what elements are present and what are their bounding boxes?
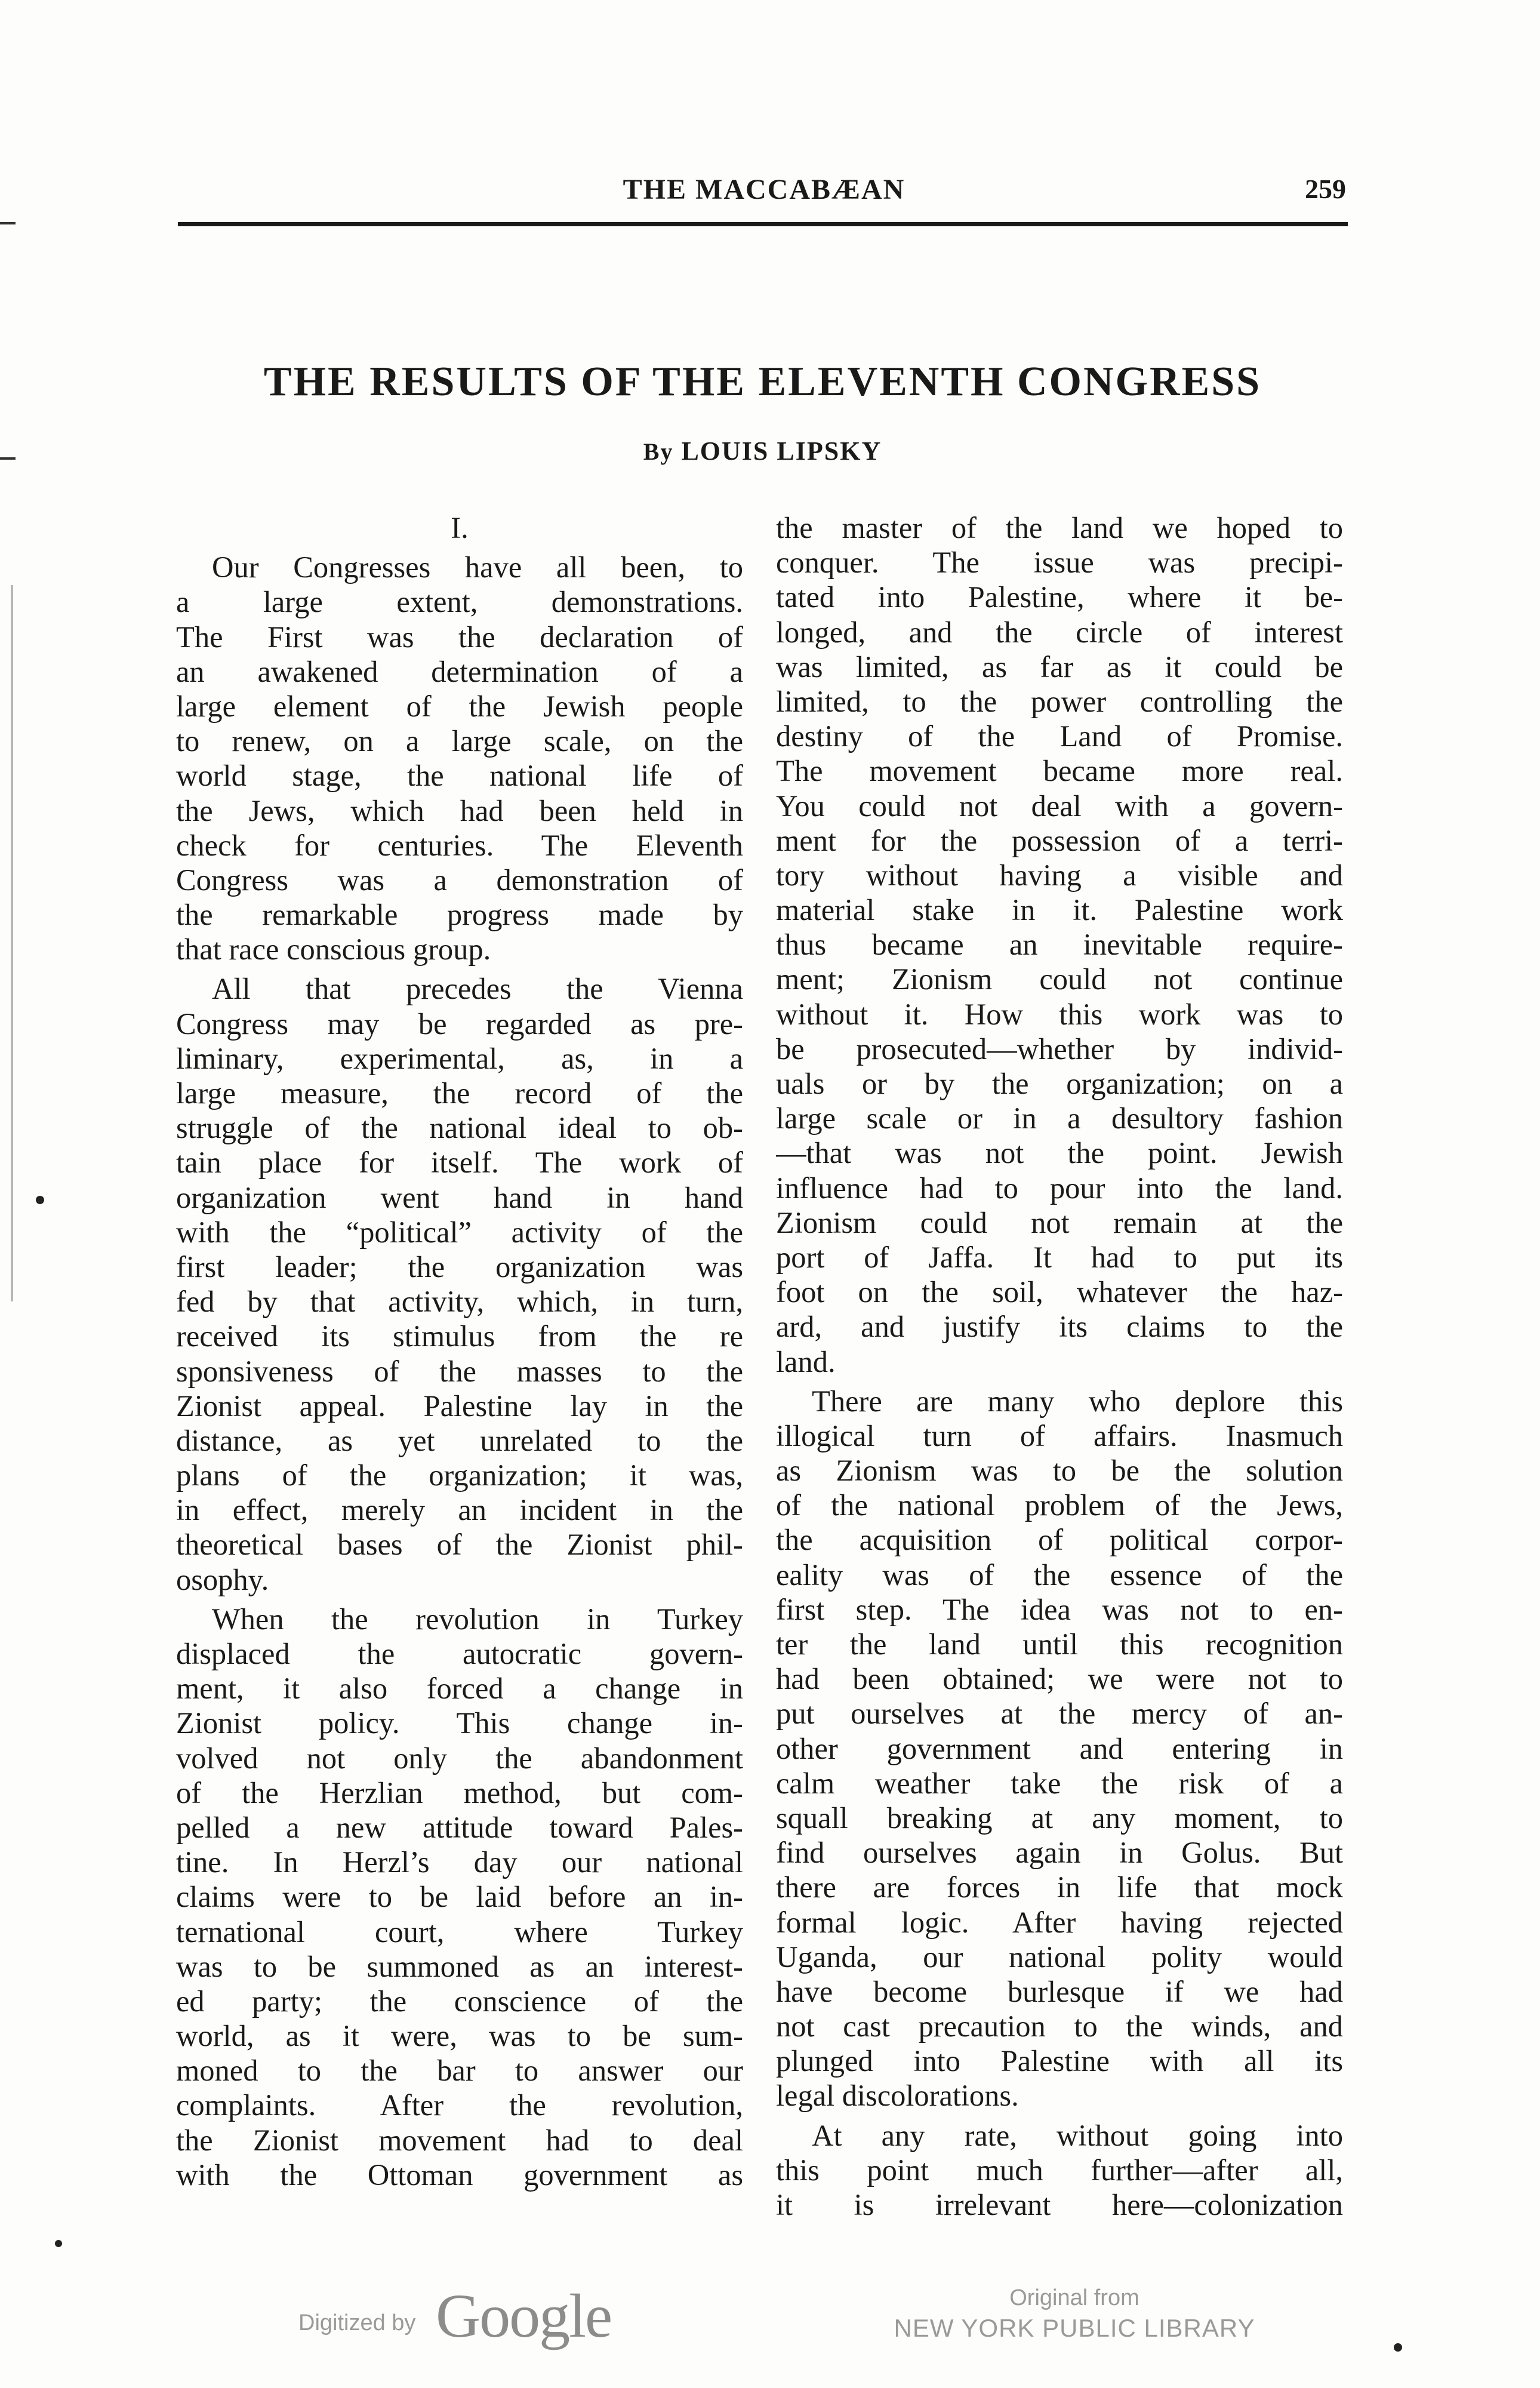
right-column-line: influence had to pour into the land. <box>776 1171 1343 1205</box>
scan-speck <box>1394 2343 1402 2352</box>
left-column-line: the Zionist movement had to deal <box>176 2123 743 2157</box>
paragraph-gap <box>776 2113 1343 2118</box>
right-column-line: large scale or in a desultory fashion <box>776 1101 1343 1135</box>
right-column-line: limited, to the power controlling the <box>776 684 1343 718</box>
left-column-line: displaced the autocratic govern- <box>176 1637 743 1670</box>
scan-speck <box>55 2240 62 2247</box>
library-watermark <box>889 2284 1259 2344</box>
left-column-line: was to be summoned as an interest- <box>176 1949 743 1983</box>
right-column-line: as Zionism was to be the solution <box>776 1454 1343 1488</box>
scan-edge-mark <box>0 222 16 224</box>
byline-prefix: By <box>643 438 674 465</box>
right-column-line: ment for the possession of a terri- <box>776 823 1343 857</box>
right-column-line: it is irrelevant here—colonization <box>776 2188 1343 2221</box>
paragraph-gap <box>776 1379 1343 1384</box>
right-column-line: of the national problem of the Jews, <box>776 1488 1343 1522</box>
right-column-line: thus became an inevitable require- <box>776 928 1343 962</box>
left-column-line: the remarkable progress made by <box>176 898 743 932</box>
left-column-line: Our Congresses have all been, to <box>212 550 743 584</box>
left-column-line: distance, as yet unrelated to the <box>176 1423 743 1457</box>
left-column-line: volved not only the abandonment <box>176 1741 743 1775</box>
left-column-line: Zionist appeal. Palestine lay in the <box>176 1389 743 1423</box>
right-column-line: You could not deal with a govern- <box>776 789 1343 823</box>
right-column-line: calm weather take the risk of a <box>776 1766 1343 1800</box>
right-column-line: land. <box>776 1344 836 1378</box>
right-column-line: —that was not the point. Jewish <box>776 1136 1343 1170</box>
left-column-line: pelled a new attitude toward Pales- <box>176 1810 743 1844</box>
original-from-text: Original from <box>1009 2285 1139 2310</box>
left-column-line: the Jews, which had been held in <box>176 793 743 827</box>
left-column-line: moned to the bar to answer our <box>176 2054 743 2088</box>
right-column-line: there are forces in life that mock <box>776 1870 1343 1904</box>
author-name: LOUIS LIPSKY <box>681 436 882 466</box>
right-column-line: Zionism could not remain at the <box>776 1205 1343 1239</box>
right-column-line: conquer. The issue was precipi- <box>776 546 1343 580</box>
right-column-line: destiny of the Land of Promise. <box>776 719 1343 753</box>
article-title: THE RESULTS OF THE ELEVENTH CONGRESS <box>263 359 1262 405</box>
left-column-line: plans of the organization; it was, <box>176 1458 743 1492</box>
left-column-line: first leader; the organization was <box>176 1250 743 1284</box>
right-column-line: port of Jaffa. It had to put its <box>776 1240 1343 1274</box>
left-column-line: Zionist policy. This change in- <box>176 1706 743 1740</box>
section-gap <box>176 545 743 550</box>
right-column-line: this point much further—after all, <box>776 2153 1343 2187</box>
right-column-line: the acquisition of political corpor- <box>776 1523 1343 1557</box>
right-column-line: squall breaking at any moment, to <box>776 1801 1343 1835</box>
right-column-line: longed, and the circle of interest <box>776 615 1343 649</box>
left-column-line: ternational court, where Turkey <box>176 1915 743 1949</box>
left-column-line: ed party; the conscience of the <box>176 1984 743 2018</box>
left-column-line: Congress may be regarded as pre- <box>176 1007 743 1041</box>
right-column-line: ard, and justify its claims to the <box>776 1310 1343 1344</box>
right-column-line: tory without having a visible and <box>776 858 1343 892</box>
right-column-line: illogical turn of affairs. Inasmuch <box>776 1418 1343 1453</box>
right-column-line: be prosecuted—whether by individ- <box>776 1032 1343 1066</box>
left-column-line: All that precedes the Vienna <box>212 972 743 1006</box>
left-column-line: large element of the Jewish people <box>176 689 743 723</box>
left-column-line: in effect, merely an incident in the <box>176 1493 743 1527</box>
running-title: THE MACCABÆAN <box>623 174 905 205</box>
right-column-line: other government and entering in <box>776 1731 1343 1765</box>
header-rule <box>178 222 1348 226</box>
left-column-line: tine. In Herzl’s day our national <box>176 1845 743 1879</box>
right-column-line: without it. How this work was to <box>776 997 1343 1031</box>
left-column-line: ment, it also forced a change in <box>176 1672 743 1706</box>
right-column-line: find ourselves again in Golus. But <box>776 1836 1343 1870</box>
right-column-line: At any rate, without going into <box>812 2118 1343 2152</box>
right-column-line: was limited, as far as it could be <box>776 650 1343 684</box>
left-column-line: a large extent, demonstrations. <box>176 585 743 619</box>
right-column-line: legal discolorations. <box>776 2079 1019 2113</box>
left-column <box>176 510 743 2230</box>
scan-edge-mark <box>11 585 13 1301</box>
left-column-line: of the Herzlian method, but com- <box>176 1775 743 1810</box>
paragraph-gap <box>176 967 743 971</box>
right-column-line: The movement became more real. <box>776 754 1343 788</box>
left-column-line: with the “political” activity of the <box>176 1215 743 1249</box>
page-header <box>179 173 1346 209</box>
page-number: 259 <box>1305 174 1346 204</box>
scan-speck <box>36 1196 44 1204</box>
left-column-line: world, as it were, was to be sum- <box>176 2019 743 2053</box>
left-column-line: with the Ottoman government as <box>176 2158 743 2192</box>
left-column-line: struggle of the national ideal to ob- <box>176 1111 743 1145</box>
byline <box>179 436 1346 466</box>
left-column-line: claims were to be laid before an in- <box>176 1880 743 1914</box>
left-column-line: check for centuries. The Eleventh <box>176 828 743 862</box>
left-column-line: that race conscious group. <box>176 933 491 967</box>
right-column-line: first step. The idea was not to en- <box>776 1592 1343 1626</box>
right-column-line: ment; Zionism could not continue <box>776 962 1343 996</box>
left-column-line: liminary, experimental, as, in a <box>176 1041 743 1075</box>
left-column-line: The First was the declaration of <box>176 620 743 654</box>
left-column-line: large measure, the record of the <box>176 1076 743 1110</box>
right-column-line: not cast precaution to the winds, and <box>776 2010 1343 2044</box>
right-column-line: plunged into Palestine with all its <box>776 2044 1343 2078</box>
left-column-line: tain place for itself. The work of <box>176 1146 743 1180</box>
right-column-line: Uganda, our national polity would <box>776 1940 1343 1974</box>
right-column-line: tated into Palestine, where it be- <box>776 580 1343 614</box>
left-column-line: complaints. After the revolution, <box>176 2088 743 2122</box>
left-column-line: sponsiveness of the masses to the <box>176 1354 743 1388</box>
left-column-line: received its stimulus from the re <box>176 1319 743 1353</box>
section-number: I. <box>451 511 469 544</box>
right-column-line: formal logic. After having rejected <box>776 1905 1343 1939</box>
left-column-line: fed by that activity, which, in turn, <box>176 1285 743 1319</box>
right-column-line: uals or by the organization; on a <box>776 1067 1343 1100</box>
left-column-line: world stage, the national life of <box>176 759 743 793</box>
left-column-line: organization went hand in hand <box>176 1180 743 1214</box>
left-column-line: osophy. <box>176 1562 269 1596</box>
left-column-line: an awakened determination of a <box>176 654 743 688</box>
left-column-line: theoretical bases of the Zionist phil- <box>176 1528 743 1562</box>
digitized-watermark <box>298 2282 633 2352</box>
right-column-line: put ourselves at the mercy of an- <box>776 1697 1343 1731</box>
scan-edge-mark <box>0 457 16 460</box>
left-column-line: Congress was a demonstration of <box>176 863 743 897</box>
google-logo: Google <box>436 2282 612 2350</box>
paragraph-gap <box>176 1597 743 1602</box>
right-column-line: foot on the soil, whatever the haz- <box>776 1275 1343 1309</box>
right-column <box>776 510 1343 2230</box>
right-column-line: material stake in it. Palestine work <box>776 893 1343 927</box>
right-column-line: There are many who deplore this <box>812 1384 1343 1418</box>
right-column-line: eality was of the essence of the <box>776 1558 1343 1592</box>
library-name: NEW YORK PUBLIC LIBRARY <box>894 2314 1255 2342</box>
left-column-line: to renew, on a large scale, on the <box>176 724 743 758</box>
right-column-line: the master of the land we hoped to <box>776 511 1343 544</box>
left-column-line: When the revolution in Turkey <box>212 1602 743 1636</box>
right-column-line: have become burlesque if we had <box>776 1974 1343 2008</box>
right-column-line: had been obtained; we were not to <box>776 1662 1343 1696</box>
digitized-by-text: Digitized by <box>298 2310 416 2335</box>
right-column-line: ter the land until this recognition <box>776 1627 1343 1661</box>
